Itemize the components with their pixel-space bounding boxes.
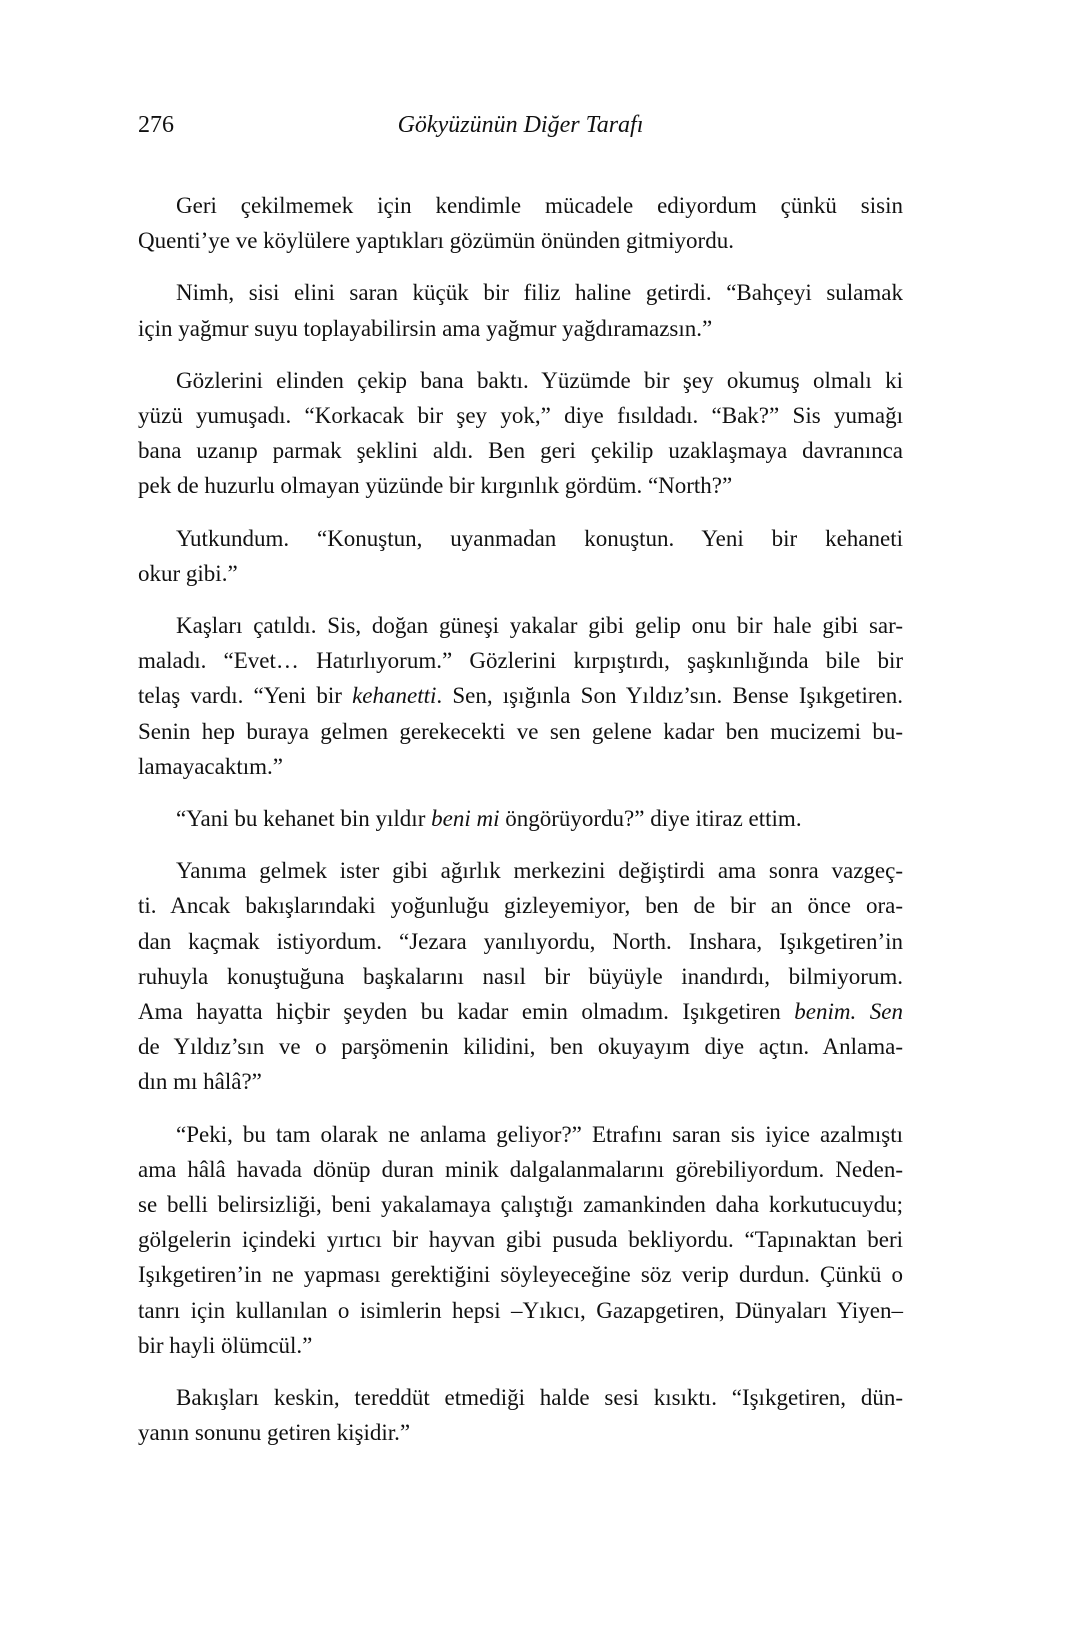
paragraph (138, 188, 903, 258)
text-line (138, 398, 903, 433)
text-line (138, 311, 903, 346)
text-line (138, 678, 903, 713)
text-line (138, 714, 903, 749)
text-segment: pek de huzurlu olmayan yüzünde bir kırgınlık gördüm. “North?” (138, 473, 733, 499)
text-line (138, 1222, 903, 1257)
text-segment: gölgelerin içindeki yırtıcı bir hayvan gibi pusuda bekliyordu. “Tapınaktan beri (138, 1227, 903, 1253)
text-segment: ama hâlâ havada dönüp duran minik dalgalanmalarını görebiliyordum. Neden- (138, 1156, 903, 1182)
text-segment: telaş vardı. “Yeni bir (138, 683, 353, 709)
text-line (138, 959, 903, 994)
text-segment: Geri çekilmemek için kendimle mücadele ediyordum çünkü sisin (176, 193, 903, 218)
page-number: 276 (138, 112, 174, 138)
text-line (138, 1117, 903, 1152)
running-title: Gökyüzünün Diğer Tarafı (397, 112, 644, 138)
text-line (138, 556, 903, 591)
italic-text: kehanetti (352, 683, 437, 709)
text-segment: Gözlerini elinden çekip bana baktı. Yüzümde bir şey okumuş olmalı ki (176, 367, 903, 393)
text-segment: bir hayli ölümcül.” (138, 1332, 313, 1358)
text-segment: Yutkundum. “Konuştun, uyanmadan konuştun. Yeni bir kehaneti (176, 525, 903, 551)
text-segment: Ama hayatta hiçbir şeyden bu kadar emin olmadım. Işıkgetiren (138, 999, 795, 1025)
text-segment: . Sen, ışığınla Son Yıldız’sın. Bense Işıkgetiren. (436, 683, 903, 709)
text-line (138, 188, 903, 223)
text-line (138, 1152, 903, 1187)
text-segment: yanın sonunu getiren kişidir.” (138, 1420, 411, 1446)
text-segment: lamayacaktım.” (138, 753, 283, 779)
text-line (138, 994, 903, 1029)
text-segment: Bakışları keskin, tereddüt etmediği halde sesi kısıktı. “Işıkgetiren, dün- (176, 1385, 903, 1411)
text-line (138, 1029, 903, 1064)
text-segment: “Peki, bu tam olarak ne anlama geliyor?” Etrafını saran sis iyice azalmıştı (176, 1121, 903, 1147)
paragraph (138, 853, 903, 1099)
text-segment: tanrı için kullanılan o isimlerin hepsi –Yıkıcı, Gazapgetiren, Dünyaları Yiyen– (138, 1297, 903, 1323)
text-line (138, 801, 903, 836)
text-line (138, 643, 903, 678)
text-segment: Kaşları çatıldı. Sis, doğan güneşi yakalar gibi gelip onu bir hale gibi sar- (176, 613, 903, 639)
text-line (138, 1380, 903, 1415)
paragraph (138, 275, 903, 345)
text-segment: ti. Ancak bakışlarındaki yoğunluğu gizleyemiyor, ben de bir an önce ora- (138, 893, 903, 919)
text-segment: Işıkgetiren’in ne yapması gerektiğini söyleyeceğine söz verip durdun. Çünkü o (138, 1262, 903, 1288)
text-line (138, 853, 903, 888)
text-line (138, 924, 903, 959)
text-line (138, 1415, 903, 1450)
text-segment: ruhuyla konuştuğuna başkalarını nasıl bir büyüyle inandırdı, bilmiyorum. (138, 963, 903, 989)
text-line (138, 521, 903, 556)
text-line (138, 608, 903, 643)
text-line (138, 1187, 903, 1222)
italic-text: benim. Sen (794, 999, 903, 1025)
text-line (138, 363, 903, 398)
paragraph (138, 801, 903, 836)
paragraph (138, 521, 903, 591)
text-segment: Nimh, sisi elini saran küçük bir filiz haline getirdi. “Bahçeyi sulamak (176, 280, 903, 306)
running-header (138, 112, 903, 148)
text-segment: yüzü yumuşadı. “Korkacak bir şey yok,” diye fısıldadı. “Bak?” Sis yumağı (138, 403, 903, 429)
text-line (138, 1257, 903, 1292)
text-line (138, 1064, 903, 1099)
text-line (138, 1328, 903, 1363)
text-line (138, 275, 903, 310)
page-body (138, 188, 903, 1468)
text-segment: maladı. “Evet… Hatırlıyorum.” Gözlerini kırpıştırdı, şaşkınlığında bile bir (138, 648, 903, 674)
text-line (138, 1293, 903, 1328)
text-segment: Quenti’ye ve köylülere yaptıkları gözümün önünden gitmiyordu. (138, 228, 734, 254)
text-segment: de Yıldız’sın ve o parşömenin kilidini, ben okuyayım diye açtın. Anlama- (138, 1034, 903, 1060)
text-segment: için yağmur suyu toplayabilirsin ama yağmur yağdıramazsın.” (138, 315, 713, 341)
paragraph (138, 608, 903, 784)
text-segment: okur gibi.” (138, 560, 238, 586)
text-segment: se belli belirsizliği, beni yakalamaya çalıştığı zamankinden daha korkutucuydu; (138, 1192, 903, 1218)
text-line (138, 433, 903, 468)
text-segment: dın mı hâlâ?” (138, 1069, 262, 1095)
text-segment: Senin hep buraya gelmen gerekecekti ve sen gelene kadar ben mucizemi bu- (138, 718, 903, 744)
text-line (138, 749, 903, 784)
text-segment: bana uzanıp parmak şeklini aldı. Ben geri çekilip uzaklaşmaya davranınca (138, 438, 903, 464)
text-line (138, 468, 903, 503)
text-segment: dan kaçmak istiyordum. “Jezara yanılıyordu, North. Inshara, Işıkgetiren’in (138, 928, 903, 954)
paragraph (138, 363, 903, 504)
paragraph (138, 1380, 903, 1450)
text-line (138, 223, 903, 258)
paragraph (138, 1117, 903, 1363)
text-line (138, 888, 903, 923)
text-segment: Yanıma gelmek ister gibi ağırlık merkezini değiştirdi ama sonra vazgeç- (176, 858, 903, 884)
text-segment: “Yani bu kehanet bin yıldır (176, 806, 432, 832)
text-segment: öngörüyordu?” diye itiraz ettim. (499, 806, 802, 832)
italic-text: beni mi (431, 806, 500, 832)
